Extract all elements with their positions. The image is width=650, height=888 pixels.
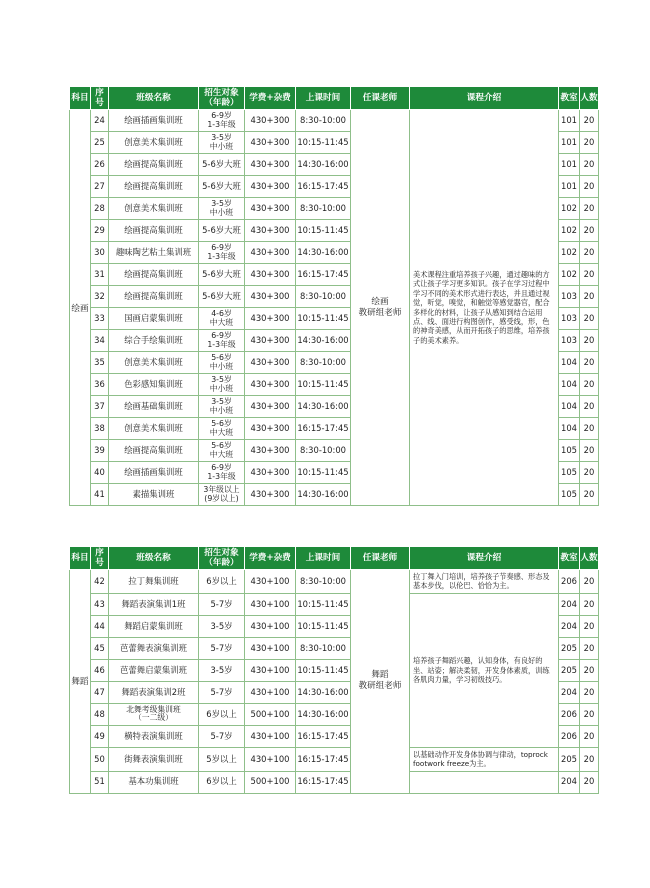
- class-time: 8:30-10:00: [296, 198, 351, 220]
- classroom: 104: [559, 374, 580, 396]
- fee: 500+100: [245, 771, 296, 793]
- student-count: 20: [580, 593, 599, 615]
- classroom: 104: [559, 352, 580, 374]
- class-time: 14:30-16:00: [296, 242, 351, 264]
- header-room: 教室: [559, 87, 580, 110]
- class-name: 芭蕾舞启蒙集训班: [109, 659, 199, 681]
- class-name: 舞蹈表演集训1班: [109, 593, 199, 615]
- class-name: 创意美术集训班: [109, 132, 199, 154]
- class-name: 色彩感知集训班: [109, 374, 199, 396]
- target-age: 5-7岁: [199, 637, 245, 659]
- header-target-sub: （年龄）: [204, 558, 239, 568]
- classroom: 206: [559, 703, 580, 725]
- row-number: 24: [91, 110, 109, 132]
- fee: 430+300: [245, 198, 296, 220]
- classroom: 104: [559, 418, 580, 440]
- row-number: 41: [91, 484, 109, 506]
- classroom: 105: [559, 484, 580, 506]
- classroom: 205: [559, 659, 580, 681]
- row-number: 46: [91, 659, 109, 681]
- header-time: 上课时间: [296, 87, 351, 110]
- student-count: 20: [580, 198, 599, 220]
- fee: 430+300: [245, 242, 296, 264]
- fee: 500+100: [245, 703, 296, 725]
- class-name: 基本功集训班: [109, 771, 199, 793]
- target-age: 3-5岁 中小班: [199, 374, 245, 396]
- classroom: 102: [559, 220, 580, 242]
- fee: 430+300: [245, 132, 296, 154]
- fee: 430+300: [245, 308, 296, 330]
- target-age: 3-5岁 中小班: [199, 396, 245, 418]
- class-time: 14:30-16:00: [296, 154, 351, 176]
- header-target: [199, 87, 245, 110]
- target-age: 5-6岁大班: [199, 176, 245, 198]
- class-name: 素描集训班: [109, 484, 199, 506]
- fee: 430+100: [245, 725, 296, 747]
- table-row: [70, 570, 599, 594]
- classroom: 104: [559, 396, 580, 418]
- class-time: 16:15-17:45: [296, 264, 351, 286]
- class-name: 舞蹈表演集训2班: [109, 681, 199, 703]
- classroom: 105: [559, 462, 580, 484]
- classroom: 101: [559, 110, 580, 132]
- classroom: 204: [559, 771, 580, 793]
- fee: 430+300: [245, 264, 296, 286]
- row-number: 51: [91, 771, 109, 793]
- row-number: 48: [91, 703, 109, 725]
- student-count: 20: [580, 220, 599, 242]
- table-row: [70, 747, 599, 771]
- teacher-line2: 教研组老师: [358, 307, 402, 318]
- target-age: 5岁以上: [199, 747, 245, 771]
- class-time: 14:30-16:00: [296, 703, 351, 725]
- class-name: 创意美术集训班: [109, 198, 199, 220]
- class-time: 14:30-16:00: [296, 681, 351, 703]
- class-name: 创意美术集训班: [109, 352, 199, 374]
- target-age: 6-9岁 1-3年级: [199, 330, 245, 352]
- row-number: 43: [91, 593, 109, 615]
- student-count: 20: [580, 703, 599, 725]
- classroom: 206: [559, 725, 580, 747]
- header-teacher: 任课老师: [351, 547, 410, 570]
- class-time: 10:15-11:45: [296, 462, 351, 484]
- student-count: 20: [580, 374, 599, 396]
- fee: 430+300: [245, 440, 296, 462]
- class-time: 16:15-17:45: [296, 176, 351, 198]
- header-fee: 学费+杂费: [245, 547, 296, 570]
- class-time: 10:15-11:45: [296, 593, 351, 615]
- row-number: 44: [91, 615, 109, 637]
- classroom: 101: [559, 132, 580, 154]
- class-name: 绘画提高集训班: [109, 176, 199, 198]
- fee: 430+300: [245, 374, 296, 396]
- class-time: 16:15-17:45: [296, 747, 351, 771]
- classroom: 102: [559, 242, 580, 264]
- class-time: 16:15-17:45: [296, 418, 351, 440]
- student-count: 20: [580, 637, 599, 659]
- class-time: 8:30-10:00: [296, 440, 351, 462]
- header-room: 教室: [559, 547, 580, 570]
- row-number: 39: [91, 440, 109, 462]
- student-count: 20: [580, 462, 599, 484]
- table-row: [70, 593, 599, 615]
- header-intro: 课程介绍: [410, 87, 559, 110]
- target-age: 6岁以上: [199, 771, 245, 793]
- header-fee: 学费+杂费: [245, 87, 296, 110]
- header-no: 序号: [91, 87, 109, 110]
- target-age: 5-6岁大班: [199, 220, 245, 242]
- classroom: 204: [559, 593, 580, 615]
- target-age: 6岁以上: [199, 570, 245, 594]
- class-name: 北舞考级集训班 （一二级）: [109, 703, 199, 725]
- student-count: 20: [580, 176, 599, 198]
- target-age: 5-7岁: [199, 681, 245, 703]
- target-age: 5-6岁 中大班: [199, 440, 245, 462]
- class-name: 创意美术集训班: [109, 418, 199, 440]
- student-count: 20: [580, 771, 599, 793]
- classroom: 102: [559, 198, 580, 220]
- student-count: 20: [580, 615, 599, 637]
- course-intro-street: 以基础动作开发身体协调与律动，toprock footwork freeze为主。: [410, 747, 559, 771]
- class-name: 绘画提高集训班: [109, 154, 199, 176]
- student-count: 20: [580, 286, 599, 308]
- student-count: 20: [580, 659, 599, 681]
- class-name: 综合手绘集训班: [109, 330, 199, 352]
- class-time: 8:30-10:00: [296, 110, 351, 132]
- header-teacher: 任课老师: [351, 87, 410, 110]
- target-age: 5-7岁: [199, 593, 245, 615]
- target-age: 4-6岁 中大班: [199, 308, 245, 330]
- class-time: 16:15-17:45: [296, 771, 351, 793]
- teacher-line2: 教研组老师: [358, 681, 402, 692]
- row-number: 50: [91, 747, 109, 771]
- header-no: 序号: [91, 547, 109, 570]
- classroom: 102: [559, 264, 580, 286]
- classroom: 204: [559, 681, 580, 703]
- fee: 430+300: [245, 418, 296, 440]
- fee: 430+300: [245, 110, 296, 132]
- fee: 430+100: [245, 593, 296, 615]
- row-number: 25: [91, 132, 109, 154]
- classroom: 101: [559, 176, 580, 198]
- fee: 430+300: [245, 352, 296, 374]
- fee: 430+300: [245, 176, 296, 198]
- row-number: 45: [91, 637, 109, 659]
- student-count: 20: [580, 440, 599, 462]
- course-intro-latin: 拉丁舞入门培训，培养孩子节奏感、形态及基本步伐，以伦巴、恰恰为主。: [410, 570, 559, 594]
- target-age: 3-5岁 中小班: [199, 198, 245, 220]
- header-count: 人数: [580, 87, 599, 110]
- header-intro: 课程介绍: [410, 547, 559, 570]
- fee: 430+300: [245, 484, 296, 506]
- class-name: 绘画插画集训班: [109, 462, 199, 484]
- row-number: 37: [91, 396, 109, 418]
- fee: 430+100: [245, 570, 296, 594]
- teacher-cell: [351, 110, 410, 506]
- student-count: 20: [580, 396, 599, 418]
- row-number: 32: [91, 286, 109, 308]
- fee: 430+300: [245, 462, 296, 484]
- student-count: 20: [580, 154, 599, 176]
- class-name: 绘画提高集训班: [109, 440, 199, 462]
- target-age: 6岁以上: [199, 703, 245, 725]
- row-number: 26: [91, 154, 109, 176]
- subject-cell: 绘画: [70, 110, 91, 506]
- fee: 430+100: [245, 681, 296, 703]
- course-intro-general: 培养孩子舞蹈兴趣，认知身体，有良好的坐、站姿；解决柔韧，开发身体素质，训练各肌肉力量，学习初级技巧。: [410, 593, 559, 747]
- target-age: 5-6岁 中小班: [199, 352, 245, 374]
- fee: 430+100: [245, 615, 296, 637]
- class-name: 芭蕾舞表演集训班: [109, 637, 199, 659]
- row-number: 47: [91, 681, 109, 703]
- class-time: 10:15-11:45: [296, 308, 351, 330]
- target-age: 3-5岁 中小班: [199, 132, 245, 154]
- class-time: 14:30-16:00: [296, 330, 351, 352]
- fee: 430+300: [245, 330, 296, 352]
- student-count: 20: [580, 132, 599, 154]
- row-number: 30: [91, 242, 109, 264]
- header-target-text: 招生对象: [204, 88, 239, 98]
- classroom: 103: [559, 308, 580, 330]
- fee: 430+300: [245, 286, 296, 308]
- class-time: 10:15-11:45: [296, 659, 351, 681]
- student-count: 20: [580, 681, 599, 703]
- classroom: 103: [559, 330, 580, 352]
- class-time: 8:30-10:00: [296, 637, 351, 659]
- teacher-cell: [351, 570, 410, 794]
- student-count: 20: [580, 570, 599, 594]
- row-number: 49: [91, 725, 109, 747]
- student-count: 20: [580, 110, 599, 132]
- fee: 430+300: [245, 220, 296, 242]
- class-name: 绘画提高集训班: [109, 264, 199, 286]
- class-time: 10:15-11:45: [296, 132, 351, 154]
- target-age: 6-9岁 1-3年级: [199, 462, 245, 484]
- row-number: 42: [91, 570, 109, 594]
- course-intro: 美术课程注重培养孩子兴趣，通过趣味的方式让孩子学习更多知识。孩子在学习过程中学习不同的美术形式进行表达，并且通过视觉，听觉，嗅觉，和触觉等感觉器官，配合多样化的材料，让孩子从感知到结合运用点、线、面进行构图创作，感受线，形，色的神奇美感，从而开拓孩子的思维，培养孩子的美术素养。: [410, 110, 559, 506]
- row-number: 33: [91, 308, 109, 330]
- student-count: 20: [580, 352, 599, 374]
- row-number: 31: [91, 264, 109, 286]
- table-row: [70, 110, 599, 132]
- class-name: 趣味陶艺粘土集训班: [109, 242, 199, 264]
- class-time: 8:30-10:00: [296, 352, 351, 374]
- table-header-row: [70, 87, 599, 110]
- student-count: 20: [580, 330, 599, 352]
- header-class-name: 班级名称: [109, 87, 199, 110]
- student-count: 20: [580, 308, 599, 330]
- class-name: 绘画基础集训班: [109, 396, 199, 418]
- class-time: 14:30-16:00: [296, 484, 351, 506]
- painting-course-table: [69, 86, 599, 506]
- fee: 430+100: [245, 747, 296, 771]
- student-count: 20: [580, 264, 599, 286]
- row-number: 35: [91, 352, 109, 374]
- target-age: 3-5岁: [199, 615, 245, 637]
- target-age: 6-9岁 1-3年级: [199, 110, 245, 132]
- student-count: 20: [580, 725, 599, 747]
- fee: 430+300: [245, 154, 296, 176]
- subject-cell: 舞蹈: [70, 570, 91, 794]
- class-time: 8:30-10:00: [296, 570, 351, 594]
- table-header-row: [70, 547, 599, 570]
- fee: 430+300: [245, 396, 296, 418]
- dance-course-table: [69, 546, 599, 794]
- header-subject: 科目: [70, 547, 91, 570]
- header-subject-text: 科目: [71, 93, 89, 103]
- target-age: 5-6岁大班: [199, 264, 245, 286]
- class-time: 8:30-10:00: [296, 286, 351, 308]
- header-target-text: 招生对象: [204, 548, 239, 558]
- class-time: 10:15-11:45: [296, 220, 351, 242]
- row-number: 34: [91, 330, 109, 352]
- class-name: 拉丁舞集训班: [109, 570, 199, 594]
- classroom: 205: [559, 747, 580, 771]
- row-number: 40: [91, 462, 109, 484]
- header-class-name: 班级名称: [109, 547, 199, 570]
- teacher-line1: 舞蹈: [371, 670, 389, 681]
- header-subject: [70, 87, 91, 110]
- course-intro-empty: [410, 771, 559, 793]
- class-name: 国画启蒙集训班: [109, 308, 199, 330]
- classroom: 101: [559, 154, 580, 176]
- fee: 430+100: [245, 659, 296, 681]
- row-number: 29: [91, 220, 109, 242]
- target-age: 6-9岁 1-3年级: [199, 242, 245, 264]
- target-age: 5-6岁大班: [199, 154, 245, 176]
- class-time: 10:15-11:45: [296, 615, 351, 637]
- class-name: 舞蹈启蒙集训班: [109, 615, 199, 637]
- classroom: 103: [559, 286, 580, 308]
- student-count: 20: [580, 418, 599, 440]
- teacher-line1: 绘画: [371, 296, 389, 307]
- student-count: 20: [580, 242, 599, 264]
- header-time: 上课时间: [296, 547, 351, 570]
- row-number: 27: [91, 176, 109, 198]
- header-target: [199, 547, 245, 570]
- row-number: 38: [91, 418, 109, 440]
- class-name: 绘画提高集训班: [109, 286, 199, 308]
- class-time: 16:15-17:45: [296, 725, 351, 747]
- student-count: 20: [580, 484, 599, 506]
- class-name: 街舞表演集训班: [109, 747, 199, 771]
- classroom: 205: [559, 637, 580, 659]
- row-number: 36: [91, 374, 109, 396]
- target-age: 5-6岁大班: [199, 286, 245, 308]
- class-name: 绘画提高集训班: [109, 220, 199, 242]
- classroom: 206: [559, 570, 580, 594]
- class-name: 横特表演集训班: [109, 725, 199, 747]
- table-row: [70, 771, 599, 793]
- classroom: 105: [559, 440, 580, 462]
- target-age: 5-7岁: [199, 725, 245, 747]
- header-target-sub: （年龄）: [204, 98, 239, 108]
- target-age: 5-6岁 中大班: [199, 418, 245, 440]
- target-age: 3年级以上 (9岁以上): [199, 484, 245, 506]
- class-time: 14:30-16:00: [296, 396, 351, 418]
- classroom: 204: [559, 615, 580, 637]
- student-count: 20: [580, 747, 599, 771]
- header-count: 人数: [580, 547, 599, 570]
- class-name: 绘画插画集训班: [109, 110, 199, 132]
- target-age: 3-5岁: [199, 659, 245, 681]
- row-number: 28: [91, 198, 109, 220]
- class-time: 10:15-11:45: [296, 374, 351, 396]
- fee: 430+100: [245, 637, 296, 659]
